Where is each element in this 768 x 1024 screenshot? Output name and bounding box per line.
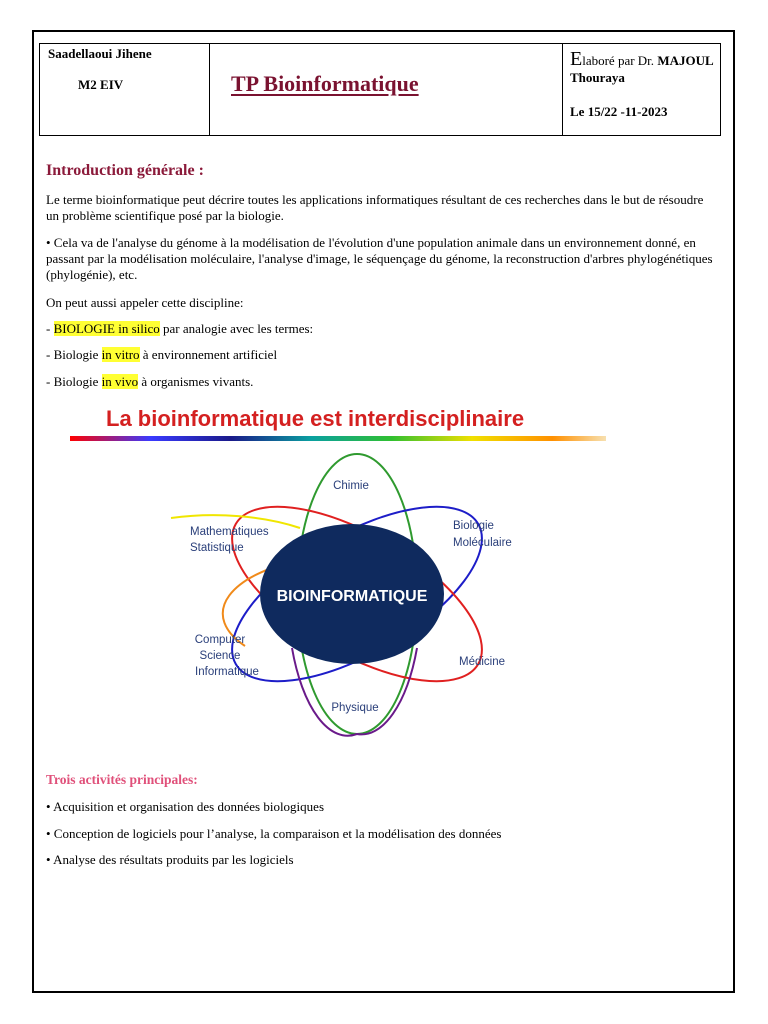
line-prefix: - Biologie	[46, 347, 102, 362]
header-student-cell	[40, 44, 210, 135]
prepared-by-text: laboré par Dr.	[582, 53, 658, 68]
line-suffix: par analogie avec les termes:	[159, 321, 314, 336]
in-silico-line	[46, 321, 716, 337]
label-math-2: Statistique	[190, 542, 244, 554]
prepared-by-initial: E	[570, 48, 583, 70]
label-biologie-1: Biologie	[453, 520, 494, 532]
activity-item: • Conception de logiciels pour l’analyse, la comparaison et la modélisation des données	[46, 826, 502, 841]
intro-paragraph-3: On peut aussi appeler cette discipline:	[46, 295, 244, 310]
prepared-by-lastname: MAJOUL	[657, 53, 714, 68]
intro-paragraph-1: Le terme bioinformatique peut décrire toutes les applications informatiques résultant de ces recherches dans le but de résoudre un problème scientifique posé par la biologie.	[46, 192, 704, 223]
label-cs-2: Science	[199, 650, 241, 662]
label-chimie: Chimie	[333, 480, 369, 492]
highlight-in-vitro: in vitro	[101, 347, 140, 362]
document-date: Le 15/22 -11-2023	[570, 104, 668, 119]
label-cs-1: Computer	[194, 634, 246, 646]
activity-item: • Acquisition et organisation des données biologiques	[46, 799, 325, 814]
activity-item: • Analyse des résultats produits par les logiciels	[46, 852, 294, 867]
document-title: TP Bioinformatique	[231, 71, 419, 96]
label-biologie-2: Moléculaire	[453, 537, 512, 549]
line-prefix: -	[46, 321, 54, 336]
student-name: Saadellaoui Jihene	[48, 46, 152, 61]
center-label: BIOINFORMATIQUE	[276, 588, 428, 605]
label-medecine: Médicine	[458, 656, 506, 668]
line-suffix: à environnement artificiel	[139, 347, 278, 362]
header-table	[39, 43, 721, 136]
label-cs-3: Informatique	[195, 666, 259, 678]
line-prefix: - Biologie	[46, 374, 102, 389]
interdisciplinary-diagram	[60, 398, 620, 743]
intro-paragraph-2: • Cela va de l'analyse du génome à la modélisation de l'évolution d'une population animale dans un environnement donné, en passant par la modélisation moléculaire, l'analyse d'image, le séquençage du génome, la reconstruction d'arbres phylogénétiques (phylogénie), etc.	[46, 235, 713, 282]
highlight-in-vivo: in vivo	[101, 374, 139, 389]
intro-heading: Introduction générale :	[46, 162, 204, 179]
prepared-by-firstname: Thouraya	[570, 70, 625, 85]
activities-heading: Trois activités principales:	[46, 772, 198, 787]
header-title-cell	[210, 44, 563, 135]
in-vitro-line	[46, 347, 716, 363]
highlight-in-silico: BIOLOGIE in silico	[53, 321, 160, 336]
rainbow-underline	[70, 436, 606, 441]
label-physique: Physique	[331, 702, 379, 714]
header-author-cell	[563, 44, 720, 135]
line-suffix: à organismes vivants.	[138, 374, 254, 389]
student-level: M2 EIV	[78, 77, 124, 92]
in-vivo-line	[46, 374, 716, 390]
diagram-title: La bioinformatique est interdisciplinaire	[106, 406, 525, 431]
label-math-1: Mathematiques	[190, 526, 269, 538]
prepared-by-line	[570, 50, 750, 70]
